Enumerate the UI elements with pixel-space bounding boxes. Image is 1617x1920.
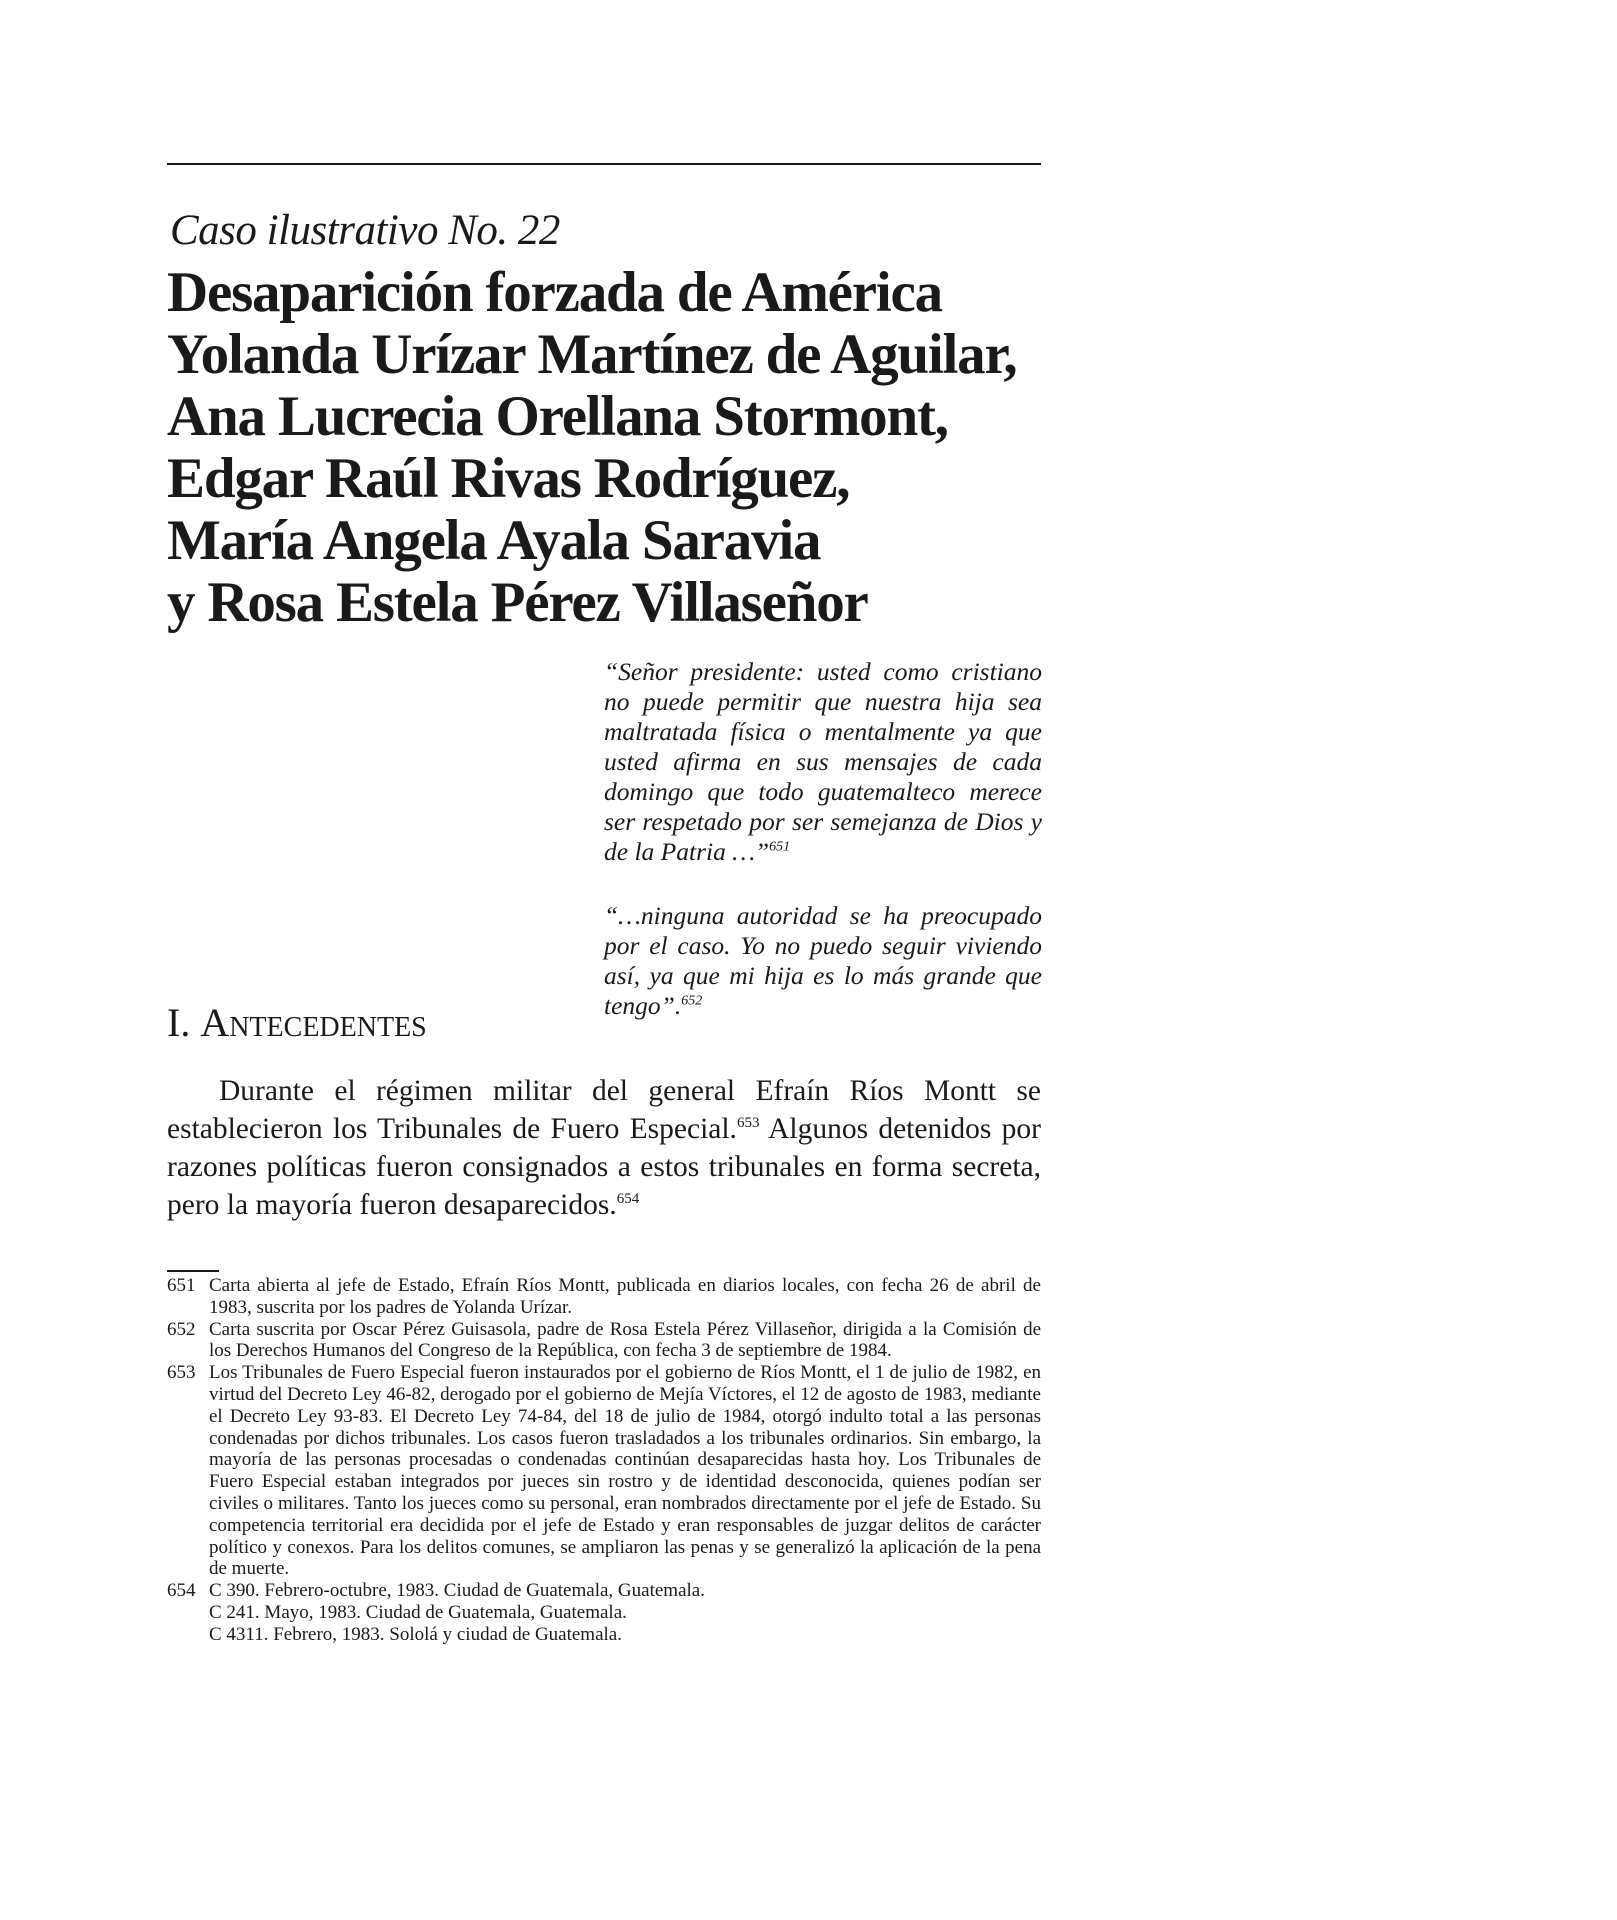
section-numeral: I. <box>167 1000 201 1045</box>
footnote-number: 651 <box>167 1275 196 1296</box>
footnote-652 <box>167 1319 1041 1363</box>
footnote-number: 654 <box>167 1580 196 1602</box>
footnote-ref[interactable]: 653 <box>736 1115 760 1132</box>
footnote-text <box>209 1580 1041 1645</box>
page-title <box>167 262 1067 634</box>
title-line: Desaparición forzada de América <box>167 261 942 324</box>
footnote-line: C 390. Febrero-octubre, 1983. Ciudad de Guatemala, Guatemala. <box>209 1580 705 1602</box>
case-kicker: Caso ilustrativo No. 22 <box>170 207 560 254</box>
footnote-ref[interactable]: 651 <box>769 839 791 855</box>
footnote-ref[interactable]: 652 <box>681 993 703 1009</box>
footnote-text: Carta suscrita por Oscar Pérez Guisasola, padre de Rosa Estela Pérez Villaseñor, dirigida a la Comisión de los Derechos Humanos del Congreso de la República, con fecha 3 de septiembre de 1984. <box>209 1318 1041 1362</box>
footnote-number: 653 <box>167 1362 196 1384</box>
footnote-rule <box>167 1270 219 1272</box>
epigraph-2 <box>604 901 1042 1021</box>
epigraphs <box>604 657 1042 1055</box>
footnote-number: 652 <box>167 1318 196 1340</box>
footnote-text: Carta abierta al jefe de Estado, Efraín Ríos Montt, publicada en diarios locales, con fecha 26 de abril de 1983, suscrita por los padres de Yolanda Urízar. <box>209 1275 1041 1318</box>
footnotes <box>167 1275 1041 1646</box>
epigraph-text: “…ninguna autoridad se ha preocupado por el caso. Yo no puedo seguir viviendo así, ya que mi hija es lo más grande que tengo”. <box>604 901 1042 1020</box>
epigraph-text: “Señor presidente: usted como cristiano no puede permitir que nuestra hija sea maltratada física o mentalmente ya que usted afirma en sus mensajes de cada domingo que todo guatemalteco merece ser respetado por ser semejanza de Dios y de la Patria …” <box>604 657 1042 866</box>
title-line: Edgar Raúl Rivas Rodríguez, <box>167 447 850 510</box>
top-rule <box>167 163 1041 165</box>
section-title: Antecedentes <box>200 1000 427 1045</box>
body-text: Algunos detenidos por razones políticas fueron consignados a estos tribunales en forma secreta, pero la mayoría fueron desaparecidos. <box>167 1113 1041 1221</box>
section-heading <box>167 1000 427 1046</box>
footnote-651 <box>167 1275 1041 1319</box>
footnote-line: C 4311. Febrero, 1983. Sololá y ciudad de Guatemala. <box>209 1623 622 1645</box>
title-line: y Rosa Estela Pérez Villaseñor <box>167 571 868 634</box>
footnote-653 <box>167 1362 1041 1580</box>
title-line: Ana Lucrecia Orellana Stormont, <box>167 385 948 448</box>
body-text: Durante el régimen militar del general Efraín Ríos Montt se establecieron los Tribunales de Fuero Especial. <box>167 1075 1041 1145</box>
footnote-line: C 241. Mayo, 1983. Ciudad de Guatemala, Guatemala. <box>209 1601 627 1623</box>
footnote-text: Los Tribunales de Fuero Especial fueron instaurados por el gobierno de Ríos Montt, el 1 de julio de 1982, en virtud del Decreto Ley 46-82, derogado por el gobierno de Mejía Víctores, el 12 de agosto de 1983, mediante el Decreto Ley 93-83. El Decreto Ley 74-84, del 18 de julio de 1984, otorgó indulto total a las personas condenadas por dichos tribunales. Los casos fueron trasladados a los tribunales ordinarios. Sin embargo, la mayoría de las personas procesadas o condenadas continúan desaparecidas hasta hoy. Los Tribunales de Fuero Especial estaban integrados por jueces sin rostro y de identidad desconocida, quienes podían ser civiles o militares. Tanto los jueces como su personal, eran nombrados directamente por el jefe de Estado. Su competencia territorial era decidida por el jefe de Estado y eran responsables de juzgar delitos de carácter político y conexos. Para los delitos comunes, se ampliaron las penas y se generalizó la aplicación de la pena de muerte. <box>209 1362 1041 1580</box>
epigraph-1 <box>604 657 1042 867</box>
title-line: Yolanda Urízar Martínez de Aguilar, <box>167 323 1017 386</box>
footnote-654 <box>167 1580 1041 1645</box>
footnote-ref[interactable]: 654 <box>616 1191 640 1208</box>
title-line: María Angela Ayala Saravia <box>167 509 821 572</box>
body-paragraph <box>167 1072 1041 1224</box>
